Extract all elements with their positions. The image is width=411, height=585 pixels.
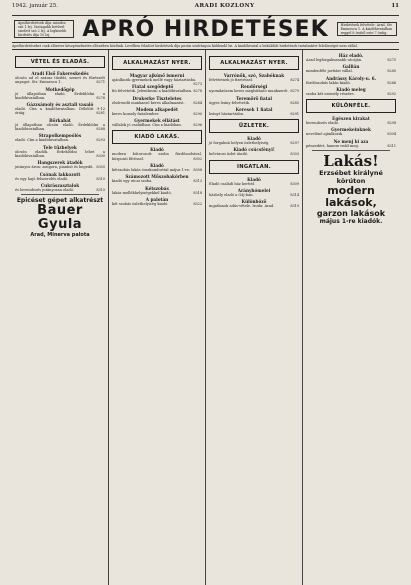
classified-ad — [306, 64, 396, 73]
ad-body: felvétetnek jó fizetéssel. — [209, 78, 254, 82]
classified-ad — [306, 87, 396, 96]
ad-number: 8285 — [290, 100, 299, 105]
ad-title: Kiadó — [247, 136, 261, 142]
ad-body: olcsón eladók. Érdeklődni lehet a kiadóhivatalban. — [15, 149, 105, 158]
ad-number: 8288 — [96, 127, 105, 132]
classified-ad — [15, 145, 105, 159]
classified-ad — [15, 172, 105, 181]
ad-title: Egészen kirakat — [332, 116, 370, 122]
issue-date: 1942. január 25. — [12, 3, 58, 9]
ad-number: 8276 — [96, 95, 105, 100]
ad-body: kiadó egy utcai szoba. — [112, 179, 153, 184]
classifieds-title: APRÓ HIRDETÉSEK — [82, 16, 329, 42]
divider — [312, 150, 390, 151]
classified-ad — [15, 102, 105, 116]
ad-body: modern bútorozott szoba fürdőszobával, központi fűtéssel. — [112, 152, 202, 161]
classified-ad — [112, 96, 202, 105]
ad-title: Bőrkabát — [49, 117, 71, 123]
ad-body: és egy hajó felszerelés eladó. — [15, 176, 69, 181]
running-header — [12, 0, 399, 16]
ad-title: Rendőrségi — [240, 84, 268, 90]
section-heading: ALKALMAZÁST NYER. — [112, 56, 202, 70]
classified-ad — [306, 139, 396, 148]
ad-body: pénzedért, hanem vedd meg. — [306, 143, 359, 148]
display-ad-name: Bauer Gyula — [37, 202, 83, 232]
ad-number: 8305 — [96, 165, 105, 170]
ad-number: 8300 — [96, 153, 105, 158]
ad-body: keres komoly fiatalember. — [112, 111, 160, 116]
ad-body: Arad legforgalmasabb utcáján. — [306, 58, 363, 62]
ad-body: leányt háztartásba. — [209, 111, 245, 116]
ad-body: nevelőnő ajánlkozik. — [306, 132, 344, 137]
ad-body: ingatlanok adás-vétele. Iroda: Arad. — [209, 204, 275, 209]
column-4 — [303, 50, 399, 585]
ad-number: 8309 — [290, 181, 299, 186]
ad-body: eladó. Cím a kiadóhivatalban. Délelőtt 9-12 óráig. — [15, 107, 105, 116]
ad-title: Különböző — [241, 199, 267, 205]
banner-left-note: Apróhirdetések díja: minden szó 1 lej. Vastagabb betűvel szedett szó 2 lej. A legkisebb hirdetés díja 10 lej. — [14, 20, 74, 38]
classified-ad — [209, 84, 299, 93]
section-heading: ÜZLETEK. — [209, 119, 299, 133]
classified-ad — [306, 127, 396, 136]
ad-number: 8296 — [193, 123, 202, 128]
ad-number: 8315 — [96, 187, 105, 192]
ad-title: Motkedőgép — [45, 86, 75, 92]
ad-title: Számozott Műszobakörben — [125, 174, 189, 180]
ad-body: fiú felvétetik. Jelentkezni a kiadóhivatalban. — [112, 89, 193, 94]
ad-body: kétszobás lakás összkomforttal május 1-re. — [112, 168, 191, 173]
ad-number: 8303 — [290, 152, 299, 157]
classified-ad — [15, 133, 105, 142]
ad-number: 8275 — [387, 58, 396, 62]
column-3 — [206, 50, 303, 585]
ad-number: 8313 — [193, 179, 202, 184]
ad-title: Modem alkapedét — [136, 106, 178, 112]
classified-ad — [209, 188, 299, 197]
ad-number: 8311 — [387, 143, 396, 148]
classified-ad — [15, 160, 105, 169]
ad-body: szoba két személy részére. — [306, 91, 355, 96]
ad-number: 8314 — [290, 193, 299, 198]
display-ad-heading: Epicéset gépet alkatrészt — [16, 196, 104, 204]
ad-body: és berendezés jutányosan eladó. — [15, 187, 75, 192]
ad-title: Ház eladó. — [338, 53, 364, 58]
classified-ad — [112, 197, 202, 206]
display-ad-line-2: garzon lakások — [316, 208, 386, 218]
ad-body: két szobás üzlethelyiség kiadó. — [112, 201, 169, 206]
ad-title: Aradi Első Fakereskedés — [31, 71, 89, 76]
display-ad-address: Arad, Minerva palota — [30, 231, 90, 238]
ad-title: Ne menj ki aza — [333, 138, 369, 144]
ad-number: 8290 — [193, 111, 202, 116]
ad-title: Tele tűzhelyek — [43, 144, 77, 150]
ad-title: Kiadó — [150, 163, 164, 169]
ad-body: házhely eladó a Gáj-ban. — [209, 193, 254, 198]
classifieds-banner — [12, 16, 399, 43]
classified-ad — [306, 76, 396, 85]
ad-number: 8281 — [96, 111, 105, 116]
section-heading: KIADÓ LAKÁS. — [112, 130, 202, 144]
ad-title: Hangszerek átadók — [37, 160, 83, 166]
ad-body: elsőrendű munkaerő keres alkalmazást. — [112, 100, 185, 105]
ad-title: Kiadó meleg — [336, 86, 366, 92]
ad-title: Gallián — [342, 64, 360, 70]
ad-title: Andrássy Károly-u. 6. — [325, 75, 377, 81]
classified-ad — [15, 118, 105, 132]
ad-number: 8308 — [193, 168, 202, 173]
ad-number: 8271 — [96, 80, 105, 85]
classified-ad — [209, 73, 299, 82]
ad-body: jutányos áron: zongora, pianínó és hegedű. — [15, 165, 94, 170]
divider — [21, 194, 99, 195]
ad-title: Magyar ajkúnő ismerni — [129, 73, 185, 78]
ad-title: Drukerke Tiszteletes — [132, 95, 182, 101]
classified-ad — [209, 147, 299, 156]
ad-number: 8310 — [96, 176, 105, 181]
ad-title: A palotán — [145, 196, 169, 202]
ad-body: jó állapotban eladó. Érdeklődni a kiadóhivatalban. — [15, 91, 105, 100]
display-ad-location: Erzsébet királyné körúton — [319, 168, 383, 185]
ad-number: 8322 — [193, 201, 202, 206]
ad-body: jó forgalmú helyen üzlethelyiség. — [209, 141, 270, 146]
ad-body: ügyes leány felvétetik. — [209, 100, 250, 105]
ad-number: 8274 — [290, 78, 299, 82]
ad-number: 8318 — [193, 190, 202, 195]
ad-body: nyomdaüzem keres megbízható munkaerőt. — [209, 89, 289, 94]
classified-ad — [306, 116, 396, 125]
ad-number: 8297 — [290, 141, 299, 146]
ad-title: Strapolkempoólós — [38, 133, 82, 139]
ad-body: jó állapotban olcsón eladó. Érdeklődni a kiadóhivatalban. — [15, 122, 105, 132]
display-ad-heading: Lakás! — [323, 151, 379, 170]
section-heading: ALKALMAZÁST NYER. — [209, 56, 299, 70]
ad-number: 8304 — [387, 132, 396, 137]
classified-ad — [209, 199, 299, 208]
paper-name: ARADI KOZLONY — [194, 3, 255, 9]
ad-body: berendezés eladó. — [306, 121, 339, 126]
ad-columns — [12, 50, 399, 585]
classified-ad — [15, 87, 105, 101]
ad-title: Gázzsámoly és asztali vasaló — [26, 102, 94, 108]
ad-number: 8293 — [96, 138, 105, 143]
ad-body: belvárosi üzlet átadó. — [209, 152, 249, 157]
ad-number: 8284 — [193, 100, 202, 105]
classified-ad — [15, 71, 105, 85]
classified-ad — [112, 186, 202, 195]
ad-title: Arányhómelei — [237, 188, 271, 194]
ad-title: Kiadó — [247, 176, 261, 182]
ad-body: lakás mellékhelyiségekkel kiadó. — [112, 190, 172, 195]
ad-title: Csónak lakkozott — [39, 171, 81, 177]
classified-ad — [112, 118, 202, 127]
ad-body: mindenféle javítást vállal. — [306, 69, 353, 74]
ad-number: 8280 — [387, 69, 396, 74]
classified-ad — [112, 84, 202, 93]
display-ad-line: modern lakások, — [325, 183, 377, 209]
classified-ad — [15, 183, 105, 192]
ad-title: Cukrászasztalok — [40, 182, 80, 188]
page-number: 11 — [391, 3, 399, 9]
ad-title: Gyermekeinknek — [331, 127, 371, 133]
ad-title: Varrónők, szó, Szabóknak — [223, 73, 285, 78]
classified-ad — [306, 53, 396, 62]
ad-title: Kiadó csúcsfényi! — [233, 147, 275, 153]
section-heading: INGATLAN. — [209, 160, 299, 174]
classified-ad — [209, 177, 299, 186]
ad-title: Kiadó — [150, 147, 164, 153]
ad-body: vállalok jó családban. Cím a kiadóban. — [112, 123, 182, 128]
section-heading: KÜLÖNFÉLE. — [306, 99, 396, 113]
ad-number: 8291 — [290, 111, 299, 116]
ad-title: Gyermekek ellátást — [134, 118, 180, 124]
classified-ad — [112, 163, 202, 172]
section-heading: VÉTEL ÉS ELADÁS. — [15, 56, 105, 68]
display-ad-line-3: május 1-re kiadók. — [319, 217, 383, 225]
ad-body: olcsón ad el száraz tűzifát, szenet és fűrészelt anyagot. Str. Eminescu 1. — [15, 76, 105, 85]
classified-ad — [209, 107, 299, 116]
banner-right-note: Hirdetések felvétele: Arad, Str. Eminescu 1. A kiadóhivatalban reggel 8 órától este 7 óráig. — [337, 22, 397, 36]
ad-number: 8278 — [193, 89, 202, 94]
classified-ad — [112, 107, 202, 116]
ad-number: 8319 — [290, 204, 299, 209]
ad-number: 8298 — [387, 121, 396, 126]
ad-number: 8302 — [193, 156, 202, 161]
classified-ad — [112, 174, 202, 183]
ad-body: eladó. Cím a kiadóhivatalban. — [15, 138, 70, 143]
classified-ad — [209, 96, 299, 105]
classified-ad — [112, 147, 202, 161]
ad-number: 8286 — [387, 80, 396, 85]
ad-number: 8273 — [193, 82, 202, 87]
column-2 — [109, 50, 206, 585]
ad-body: ajánlkozik gyermekek mellé vagy háztartásba. — [112, 78, 197, 82]
ad-number: 8279 — [290, 89, 299, 94]
banner-subline: Apróhirdetéseket csak előzetes készpénzfizetés ellenében közlünk. Levélben feladott hirdetések díja postai utalványon küldendő be. A kiadóhivatal a beküldött hirdetések tartalmáért felelősséget nem vállal. — [12, 43, 399, 50]
ad-title: Kétszobás — [145, 185, 169, 191]
ad-number: 8292 — [387, 91, 396, 96]
ad-title: Fiatal szegődeptő — [132, 84, 174, 90]
ad-title: Teremőrő fiatal — [236, 95, 272, 101]
ad-title: Keresek 1 fiatal — [235, 106, 273, 112]
ad-body: Eladó családi ház kerttel. — [209, 181, 256, 186]
ad-body: fürdőszobás lakás kiadó. — [306, 80, 351, 85]
classified-ad — [209, 136, 299, 145]
column-1 — [12, 50, 109, 585]
